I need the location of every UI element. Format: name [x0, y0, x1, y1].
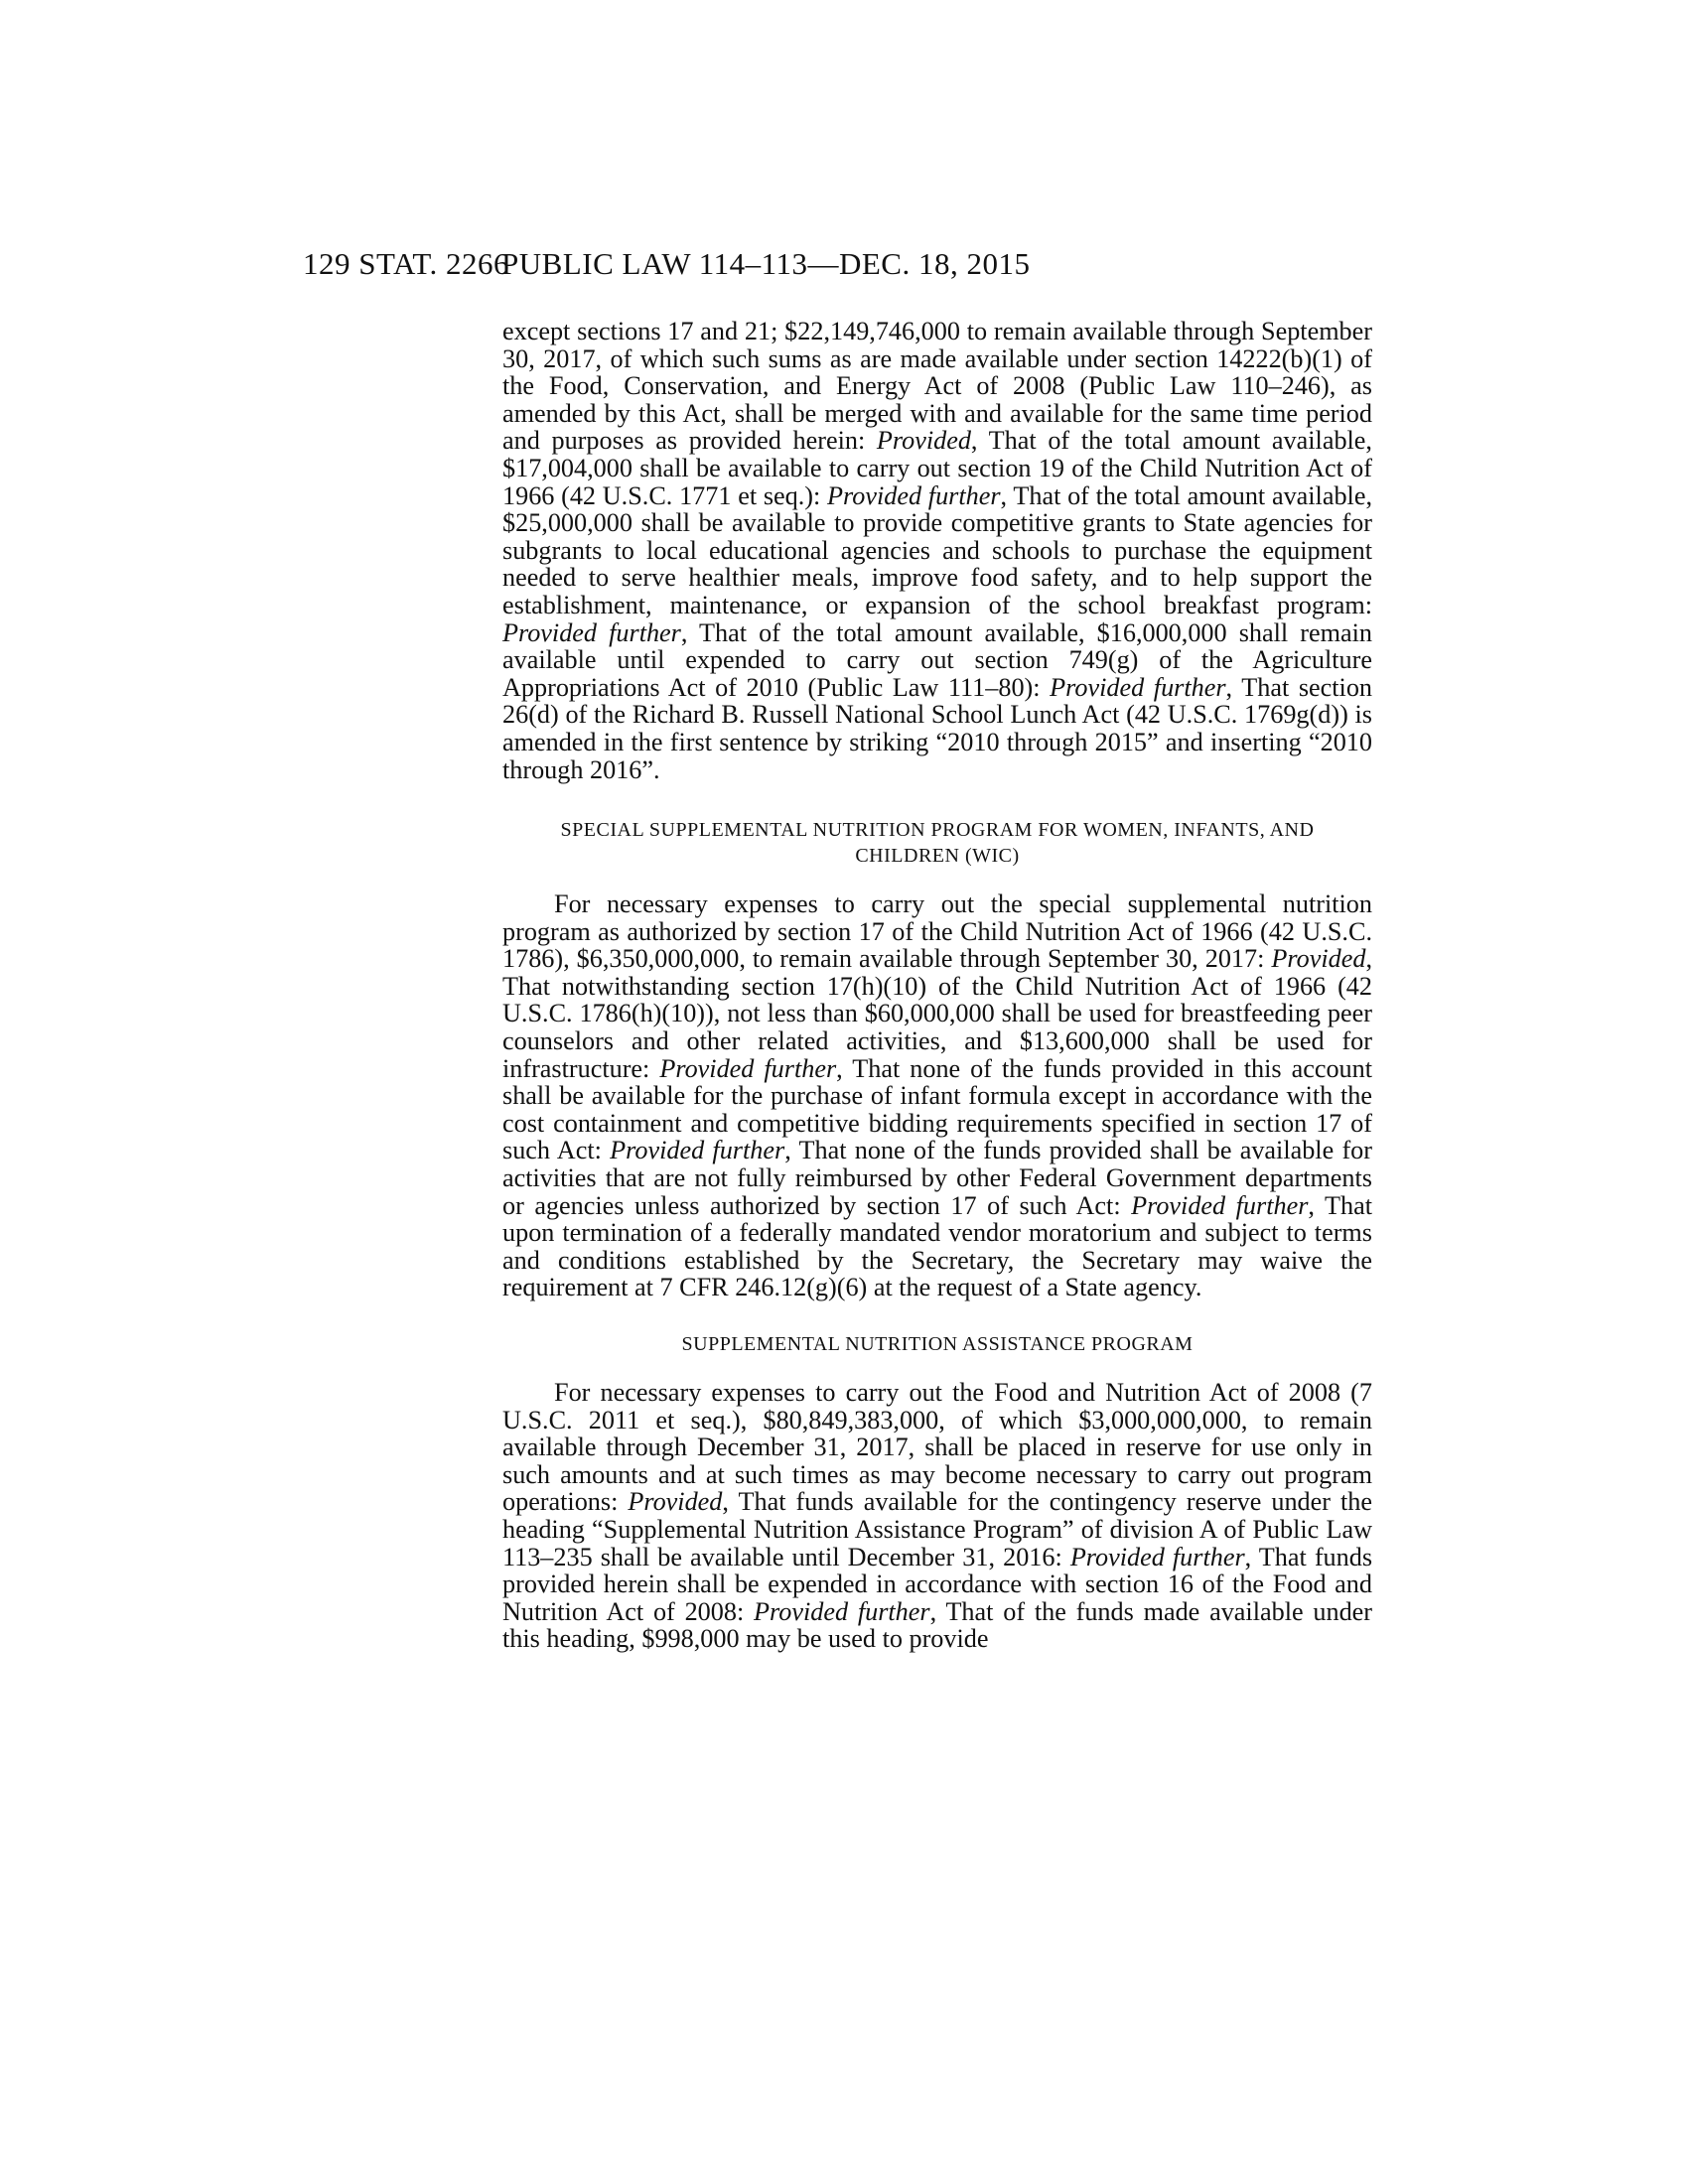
text-run: , That upon termination of a federally mandated vendor moratorium and subject to terms and conditions established by the Secretary, the Secretary may waive the requirement at 7 CFR 246.12(g)(6) at the request of a State agency.	[502, 1190, 1372, 1302]
text-run: , That of the total amount available, $16,000,000 shall remain available until expended to carry out section 749(g) of the Agriculture Appropriations Act of 2010 (Public Law 111–80):	[502, 617, 1372, 702]
text-run: , That of the funds made available under this heading, $998,000 may be used to provide	[502, 1596, 1373, 1654]
text-run: , That none of the funds provided in this account shall be available for the purchase of infant formula except in accordance with the cost containment and competitive bidding requirements specified in section 17 of such Act:	[502, 1053, 1373, 1165]
text-run: , That funds provided herein shall be expended in accordance with section 16 of the Food and Nutrition Act of 2008:	[502, 1542, 1373, 1626]
proviso: Provided further	[1131, 1190, 1309, 1220]
statute-page-reference: 129 STAT. 2266	[303, 246, 510, 281]
proviso: Provided	[628, 1487, 723, 1517]
proviso: Provided further	[1069, 1542, 1245, 1571]
section-heading-wic: SPECIAL SUPPLEMENTAL NUTRITION PROGRAM FOR WOMEN, INFANTS, AND CHILDREN (WIC)	[560, 819, 1315, 868]
text-run: , That none of the funds provided shall be available for activities that are not fully reimbursed by other Federal Government departments or agencies unless authorized by section 17 of such Act:	[502, 1136, 1372, 1220]
running-head: PUBLIC LAW 114–113—DEC. 18, 2015	[501, 246, 1031, 281]
proviso: Provided further	[659, 1053, 837, 1083]
proviso: Provided further	[827, 480, 1001, 510]
proviso: Provided further	[502, 617, 681, 647]
text-run: For necessary expenses to carry out the special supplemental nutrition program as authorized by section 17 of the Child Nutrition Act of 1966 (42 U.S.C. 1786), $6,350,000,000, to remain available through September 30, 2017:	[502, 889, 1372, 974]
text-run: , That notwithstanding section 17(h)(10) of the Child Nutrition Act of 1966 (42 U.S.C. 1786(h)(10)), not less than $60,000,000 shall be used for breastfeeding peer counselors and other related activities, and $13,600,000 shall be used for infrastructure:	[502, 944, 1372, 1083]
text-run: , That section 26(d) of the Richard B. Russell National School Lunch Act (42 U.S.C. 1769g(d)) is amended in the first sentence by striking “2010 through 2015” and inserting “2010 through 2016”.	[502, 672, 1373, 784]
proviso: Provided further	[610, 1136, 785, 1165]
text-run: except sections 17 and 21; $22,149,746,000 to remain available through September 30, 2017, of which such sums as are made available under section 14222(b)(1) of the Food, Conservation, and Energy Act of 2008 (Public Law 110–246), as amended by this Act, shall be merged with and available for the same time period and purposes as provided herein:	[502, 317, 1372, 456]
page-header	[303, 246, 1370, 288]
proviso: Provided	[876, 426, 971, 456]
proviso: Provided further	[754, 1596, 930, 1626]
text-run: For necessary expenses to carry out the Food and Nutrition Act of 2008 (7 U.S.C. 2011 et seq.), $80,849,383,000, of which $3,000,000,000, to remain available through December 31, 2017, shall be placed in reserve for use only in such amounts and at such times as may become necessary to carry out program operations:	[502, 1378, 1372, 1517]
proviso: Provided	[1271, 944, 1366, 974]
section-heading-snap: SUPPLEMENTAL NUTRITION ASSISTANCE PROGRAM	[681, 1333, 1194, 1355]
snap-paragraph	[502, 1379, 1372, 1653]
document-body	[502, 318, 1372, 1653]
text-run: , That of the total amount available, $17,004,000 shall be available to carry out section 19 of the Child Nutrition Act of 1966 (42 U.S.C. 1771 et seq.):	[502, 426, 1372, 510]
proviso: Provided further	[1050, 672, 1226, 702]
continued-paragraph	[502, 318, 1372, 783]
text-run: , That of the total amount available, $25,000,000 shall be available to provide competitive grants to State agencies for subgrants to local educational agencies and schools to purchase the equipment needed to serve healthier meals, improve food safety, and to help support the establishment, maintenance, or expansion of the school breakfast program:	[502, 480, 1373, 619]
text-run: , That funds available for the contingency reserve under the heading “Supplemental Nutrition Assistance Program” of division A of Public Law 113–235 shall be available until December 31, 2016:	[502, 1487, 1372, 1571]
wic-paragraph	[502, 890, 1372, 1301]
